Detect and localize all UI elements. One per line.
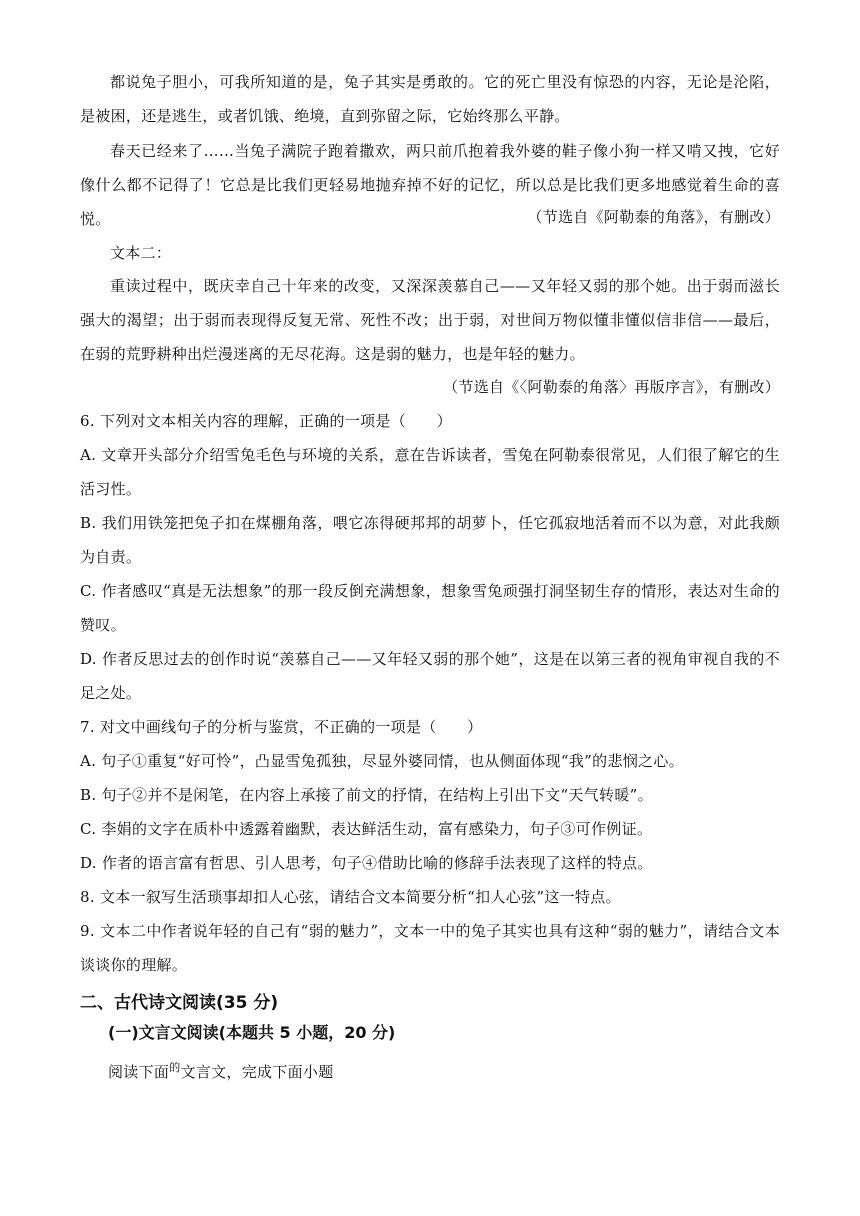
text2-label: 文本二：	[110, 244, 172, 262]
q8-question: 8. 文本一叙写生活琐事却扣人心弦，请结合文本简要分析“扣人心弦”这一特点。	[80, 888, 621, 906]
instruction-text-sup: 的	[169, 1061, 181, 1074]
q6-option-b: B. 我们用铁笼把兔子扣在煤棚角落，喂它冻得硬邦邦的胡萝卜，任它孤寂地活着而不以为意，对此我颇为自责。	[80, 514, 780, 566]
text1-paragraph-2: 春天已经来了……当兔子满院子跑着撒欢，两只前爪抱着我外婆的鞋子像小狗一样又啃又拽，它好像什么都不记得了！它总是比我们更轻易地抛弃掉不好的记忆，所以总是比我们更多地感觉着生命的喜悦。	[80, 142, 780, 228]
q7-option-b: B. 句子②并不是闲笔，在内容上承接了前文的抒情，在结构上引出下文“天气转暖”。	[80, 786, 653, 804]
q6-stem: 6. 下列对文本相关内容的理解，正确的一项是（ ）	[80, 412, 452, 430]
instruction-text-post: 文言文，完成下面小题	[180, 1063, 334, 1081]
instruction-text-pre: 阅读下面	[108, 1063, 170, 1081]
text1-source: （节选自《阿勒泰的角落》，有删改）	[527, 208, 780, 226]
q7-option-a: A. 句子①重复“好可怜”，凸显雪兔孤独，尽显外婆同情，也从侧面体现“我”的悲悯之心。	[80, 752, 684, 770]
q7-stem: 7. 对文中画线句子的分析与鉴赏，不正确的一项是（ ）	[80, 718, 483, 736]
text1-paragraph-1: 都说兔子胆小，可我所知道的是，兔子其实是勇敢的。它的死亡里没有惊恐的内容，无论是沦陷，是被困，还是逃生，或者饥饿、绝境，直到弥留之际，它始终那么平静。	[80, 73, 780, 125]
section2-subtitle: (一)文言文阅读(本题共 5 小题，20 分)	[108, 1023, 396, 1042]
q7-option-c: C. 李娟的文字在质朴中透露着幽默，表达鲜活生动，富有感染力，句子③可作例证。	[80, 820, 653, 838]
q9-question: 9. 文本二中作者说年轻的自己有“弱的魅力”，文本一中的兔子其实也具有这种“弱的魅力”，请结合文本谈谈你的理解。	[80, 922, 780, 974]
q6-option-c: C. 作者感叹“真是无法想象”的那一段反倒充满想象，想象雪兔顽强打洞坚韧生存的情形，表达对生命的赞叹。	[80, 582, 780, 634]
q7-option-d: D. 作者的语言富有哲思、引人思考，句子④借助比喻的修辞手法表现了这样的特点。	[80, 854, 653, 872]
q6-option-a: A. 文章开头部分介绍雪兔毛色与环境的关系，意在告诉读者，雪兔在阿勒泰很常见，人们很了解它的生活习性。	[80, 446, 780, 498]
section2-instruction	[108, 1055, 780, 1091]
text2-source: （节选自《〈阿勒泰的角落〉再版序言》，有删改）	[443, 378, 780, 396]
text2-paragraph: 重读过程中，既庆幸自己十年来的改变，又深深羡慕自己——又年轻又弱的那个她。出于弱而滋长强大的渴望；出于弱而表现得反复无常、死性不改；出于弱，对世间万物似懂非懂似信非信——最后，在弱的荒野耕种出烂漫迷离的无尽花海。这是弱的魅力，也是年轻的魅力。	[80, 277, 780, 363]
q6-option-d: D. 作者反思过去的创作时说“羡慕自己——又年轻又弱的那个她”，这是在以第三者的视角审视自我的不足之处。	[80, 650, 780, 702]
section2-title: 二、古代诗文阅读(35 分)	[80, 993, 279, 1013]
